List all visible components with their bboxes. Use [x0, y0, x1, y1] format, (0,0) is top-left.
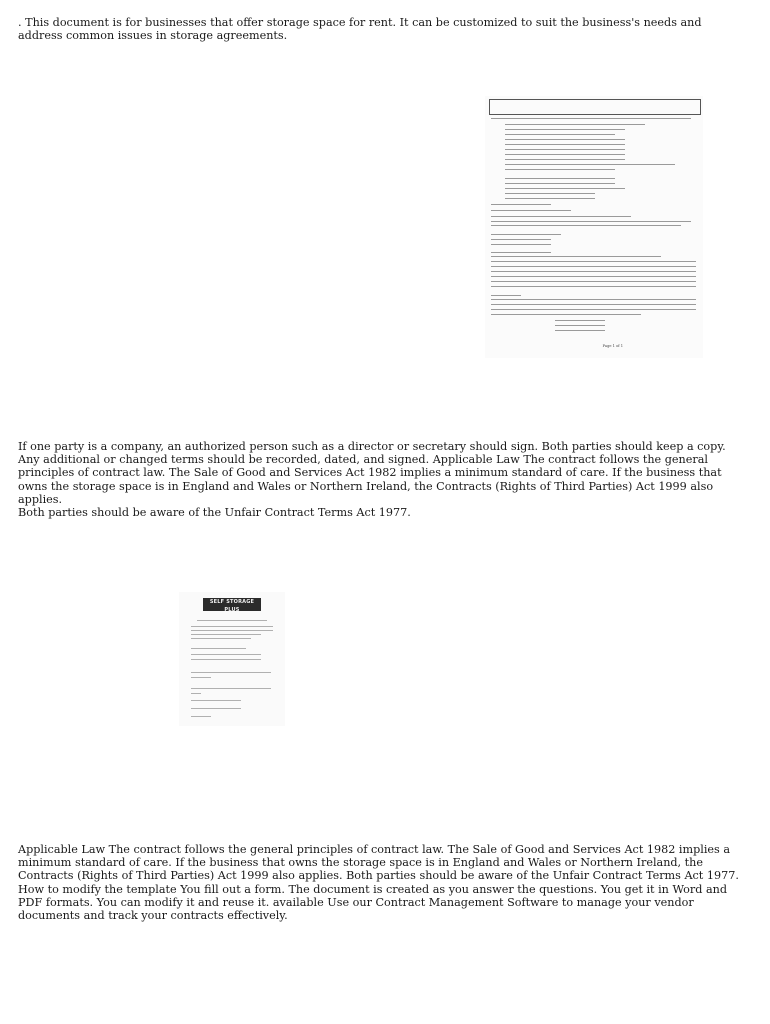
agreement-header-box [489, 99, 701, 115]
intro-paragraph: . This document is for businesses that offer storage space for rent. It can be customized to suit the business's needs and address common issues in storage agreements. [18, 16, 702, 43]
applicable-law-paragraph: Applicable Law The contract follows the general principles of contract law. The Sale of Good and Services Act 1982 implies a minimum standard of care. If the business that owns the storage space is in England and Wales or Northern Ireland, the Contracts (Rights of Third Parties) Act 1999 also applies. Both parties should be aware of the Unfair Contract Terms Act 1977. How to modify the template You fill out a form. The document is created as you answer the questions. You get it in Word and PDF formats. You can modify it and reuse it. available Use our Contract Management Software to manage your vendor documents and track your contracts effectively. [18, 843, 739, 923]
storage-agreement-thumbnail [485, 96, 703, 358]
flyer-banner: SELF STORAGE PLUS [203, 598, 261, 611]
agreement-page-label: Page 1 of 1 [602, 344, 623, 348]
signing-paragraph: If one party is a company, an authorized person such as a director or secretary should sign. Both parties should keep a copy. Any additional or changed terms should be recorded, dated, and signed. Applicable Law The contract follows the general principles of contract law. The Sale of Good and Services Act 1982 implies a minimum standard of care. If the business that owns the storage space is in England and Wales or Northern Ireland, the Contracts (Rights of Third Parties) Act 1999 also applies. Both parties should be aware of the Unfair Contract Terms Act 1977. [18, 440, 726, 520]
self-storage-flyer-thumbnail [179, 592, 285, 726]
